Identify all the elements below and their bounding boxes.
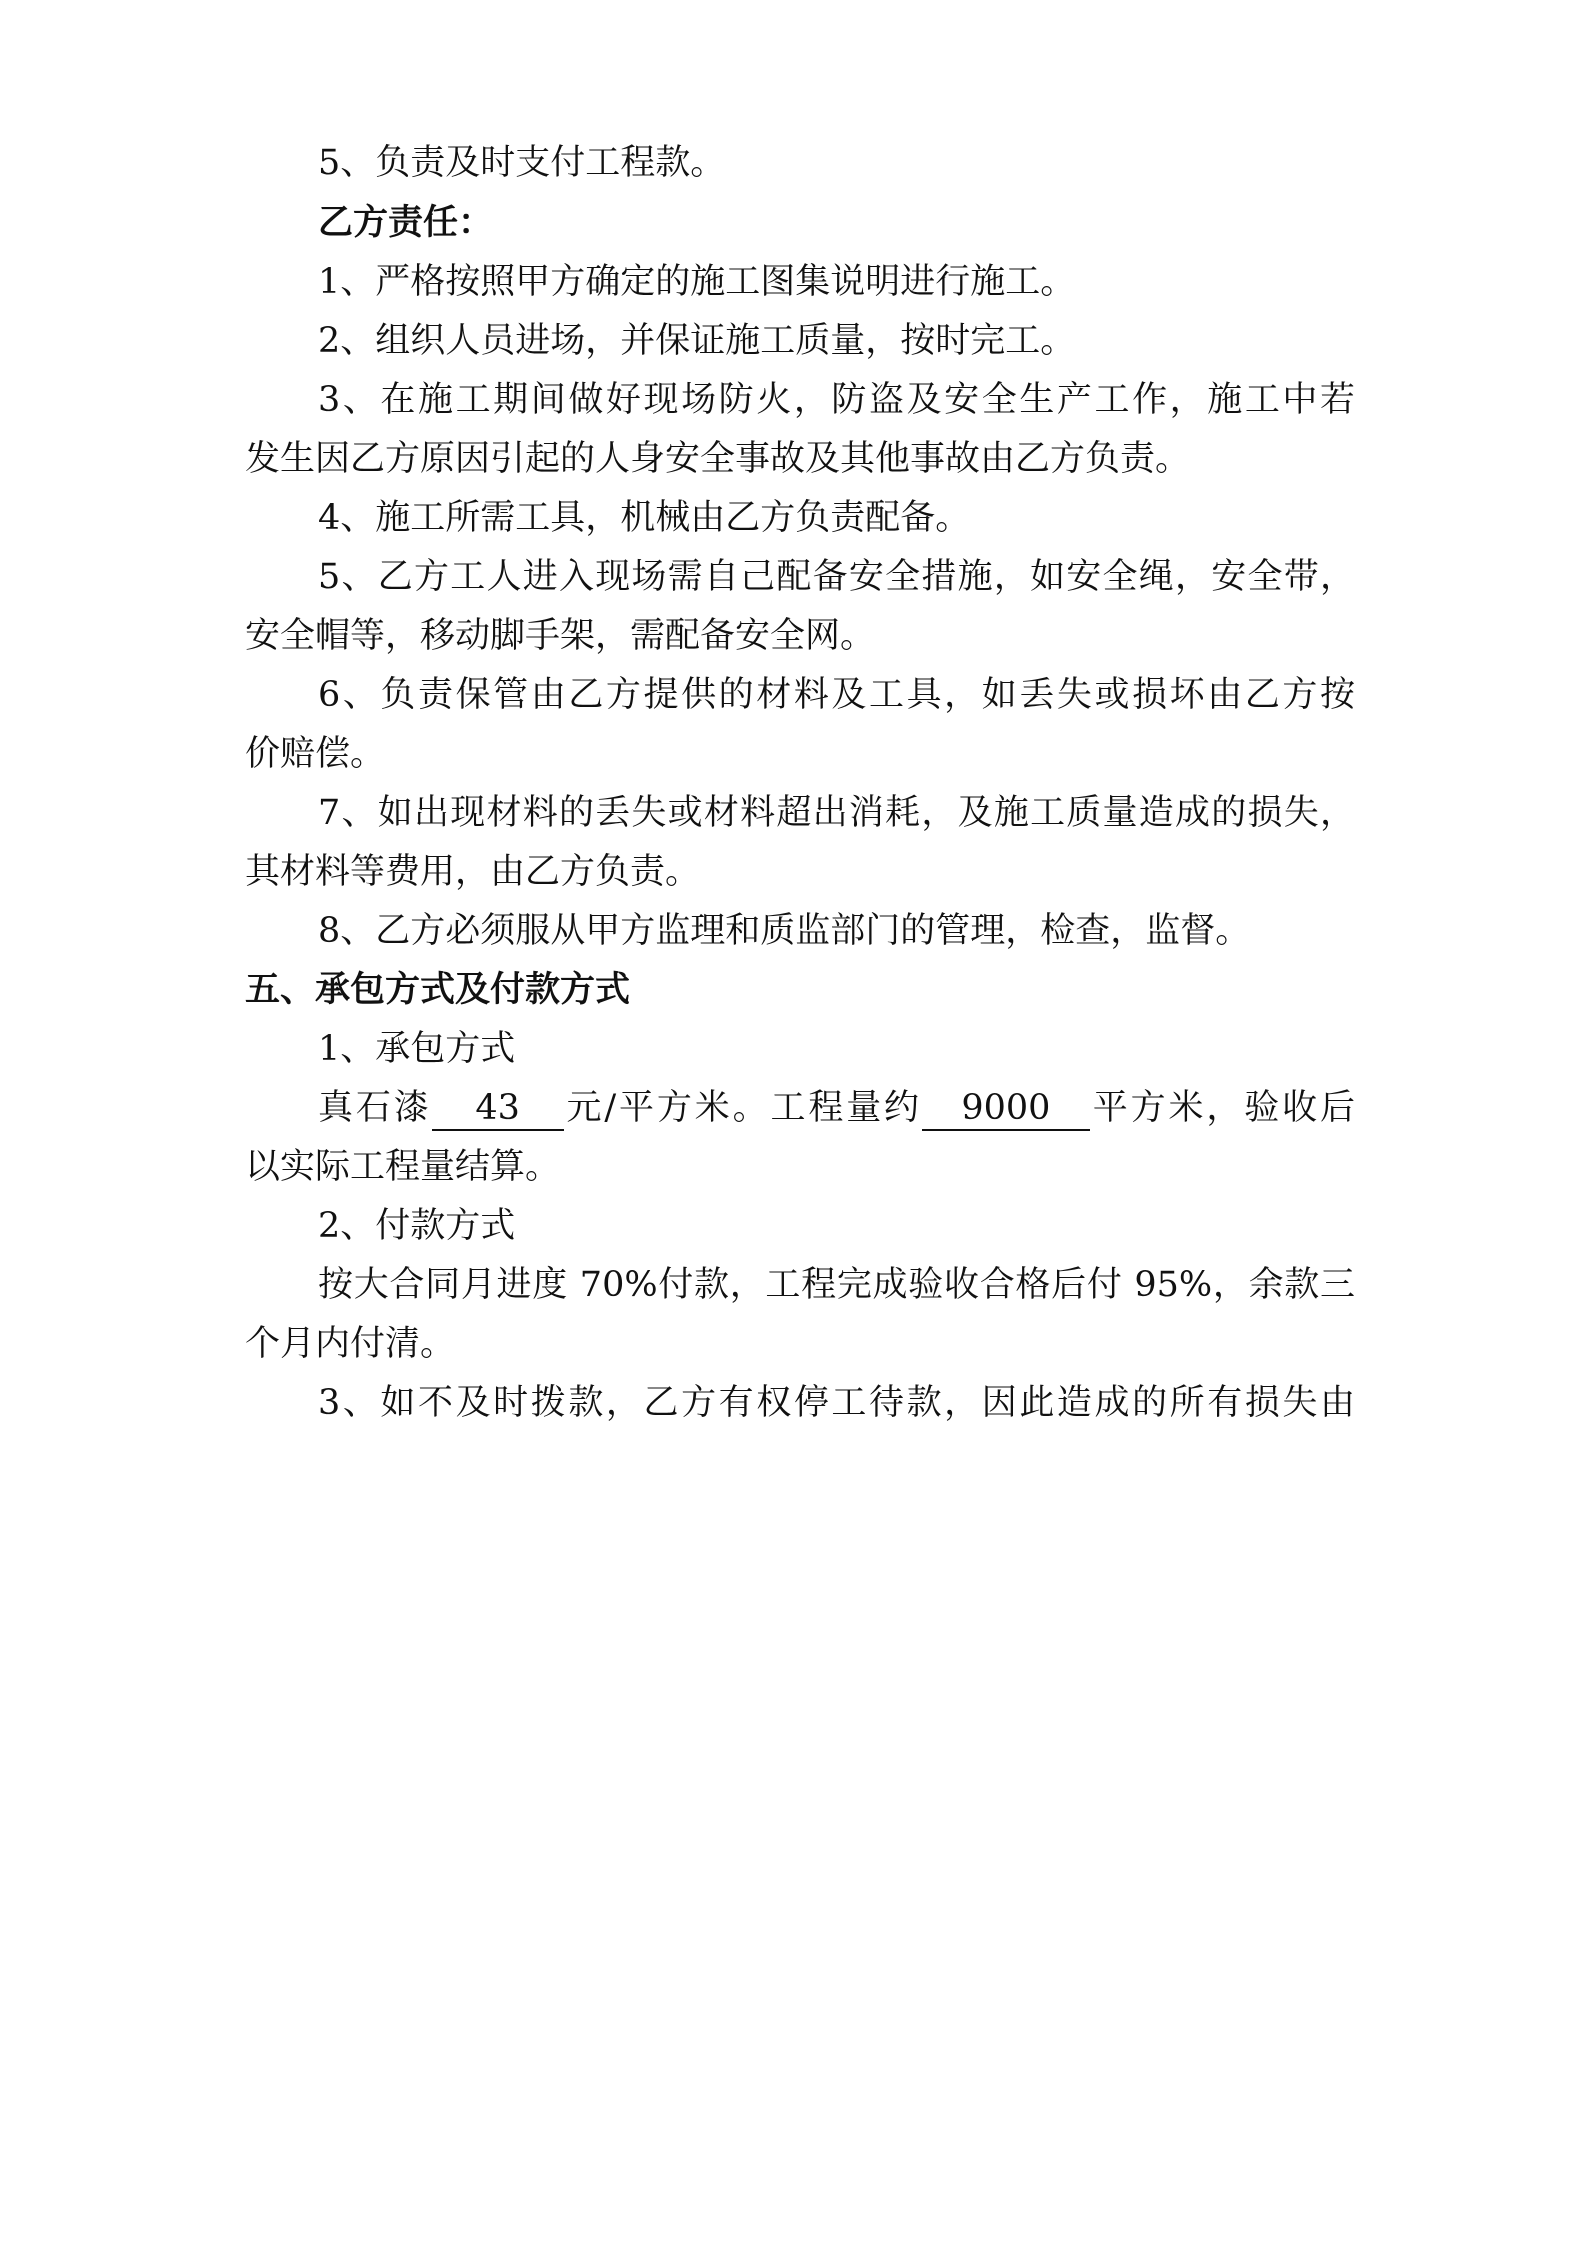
payment-method-heading: 2、付款方式 bbox=[318, 1206, 516, 1246]
party-b-item-8: 8、乙方必须服从甲方监理和质监部门的管理，检查，监督。 bbox=[318, 911, 1251, 951]
contract-terms-line-1 bbox=[318, 1084, 1355, 1132]
quantity-field: 9000 bbox=[922, 1089, 1090, 1131]
contract-unit-text: 元/平方米。工程量约 bbox=[563, 1088, 922, 1128]
payment-terms-line-1: 按大合同月进度 70%付款，工程完成验收合格后付 95%，余款三 bbox=[318, 1265, 1355, 1305]
party-b-item-4: 4、施工所需工具，机械由乙方负责配备。 bbox=[318, 498, 971, 538]
contract-material: 真石漆 bbox=[318, 1088, 432, 1128]
party-b-item-1: 1、严格按照甲方确定的施工图集说明进行施工。 bbox=[318, 262, 1076, 302]
party-b-item-2: 2、组织人员进场，并保证施工质量，按时完工。 bbox=[318, 321, 1076, 361]
party-b-item-6-line-1: 6、负责保管由乙方提供的材料及工具，如丢失或损坏由乙方按 bbox=[318, 675, 1355, 715]
party-b-item-3-line-1: 3、在施工期间做好现场防火，防盗及安全生产工作，施工中若 bbox=[318, 380, 1355, 420]
party-b-item-5-line-2: 安全帽等，移动脚手架，需配备安全网。 bbox=[245, 616, 876, 656]
party-b-item-3-line-2: 发生因乙方原因引起的人身安全事故及其他事故由乙方负责。 bbox=[245, 439, 1191, 479]
party-b-item-6-line-2: 价赔偿。 bbox=[245, 734, 386, 774]
payment-terms-line-2: 个月内付清。 bbox=[245, 1324, 456, 1364]
party-a-item-5: 5、负责及时支付工程款。 bbox=[318, 143, 726, 183]
party-b-heading: 乙方责任： bbox=[318, 202, 494, 243]
payment-item-3-line-1: 3、如不及时拨款，乙方有权停工待款，因此造成的所有损失由 bbox=[318, 1383, 1355, 1423]
contract-method-heading: 1、承包方式 bbox=[318, 1029, 516, 1069]
unit-price-field: 43 bbox=[432, 1089, 564, 1131]
party-b-item-7-line-2: 其材料等费用，由乙方负责。 bbox=[245, 852, 701, 892]
contract-after-text: 平方米，验收后 bbox=[1089, 1088, 1355, 1128]
party-b-item-5-line-1: 5、乙方工人进入现场需自己配备安全措施，如安全绳，安全带， bbox=[318, 557, 1355, 597]
contract-terms-line-2: 以实际工程量结算。 bbox=[245, 1147, 561, 1187]
section-5-heading: 五、承包方式及付款方式 bbox=[245, 969, 631, 1010]
party-b-item-7-line-1: 7、如出现材料的丢失或材料超出消耗，及施工质量造成的损失， bbox=[318, 793, 1355, 833]
